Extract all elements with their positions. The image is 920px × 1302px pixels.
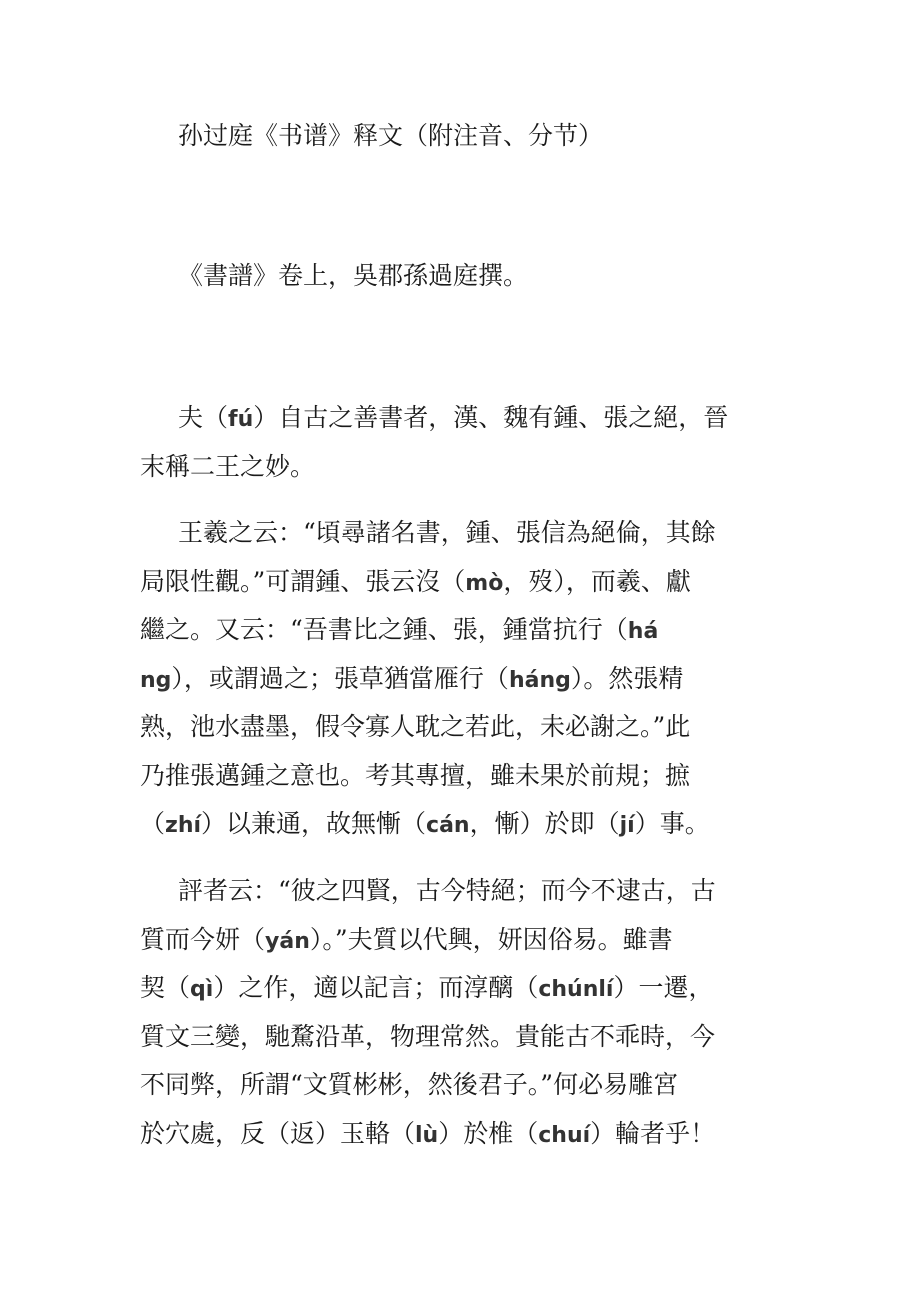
paragraph-line: 於穴處，反（返）玉輅（lù）於椎（chuí）輪者乎！ [140,1118,716,1148]
paragraph-line: 評者云：“彼之四賢，古今特絕；而今不逮古，古 [178,876,716,905]
paragraph-line: 乃推張邁鍾之意也。考其專擅，雖未果於前規；摭 [140,760,691,790]
paragraph-line: 夫（fú）自古之善書者，漢、魏有鍾、張之絕，晉 [178,403,729,432]
paragraph-line: 質文三變，馳騖沿革，物理常然。貴能古不乖時，今 [140,1021,716,1051]
paragraph-line: 王羲之云：“頃尋諸名書，鍾、張信為絕倫，其餘 [178,518,716,547]
paragraph-3 [140,867,782,1158]
paragraph-line: 不同弊，所謂“文質彬彬，然後君子。”何必易雕宮 [140,1070,679,1099]
paragraph-line: 繼之。又云：“吾書比之鍾、張，鍾當抗行（há [140,615,659,644]
paragraph-line: 局限性觀。”可謂鍾、張云沒（mò，歿），而羲、獻 [140,566,691,596]
paragraph-line: 契（qì）之作，適以記言；而淳醨（chúnlí）一遷， [140,973,714,1002]
paragraph-line: ng），或謂過之；張草猶當雁行（háng）。然張精 [140,663,684,693]
document-subtitle: 《書譜》卷上，吳郡孫過庭撰。 [178,261,529,290]
paragraph-line: 末稱二王之妙。 [140,451,316,481]
document-title: 孙过庭《书谱》释文（附注音、分节） [178,121,604,150]
paragraph-line: 質而今妍（yán）。”夫質以代興，妍因俗易。雖書 [140,924,673,954]
paragraph-line: （zhí）以兼通，故無慚（cán，慚）於即（jí）事。 [140,809,710,838]
paragraph-2 [140,509,782,849]
paragraph-1 [140,394,782,491]
paragraph-line: 熟，池水盡墨，假令寡人耽之若此，未必謝之。”此 [140,712,691,741]
